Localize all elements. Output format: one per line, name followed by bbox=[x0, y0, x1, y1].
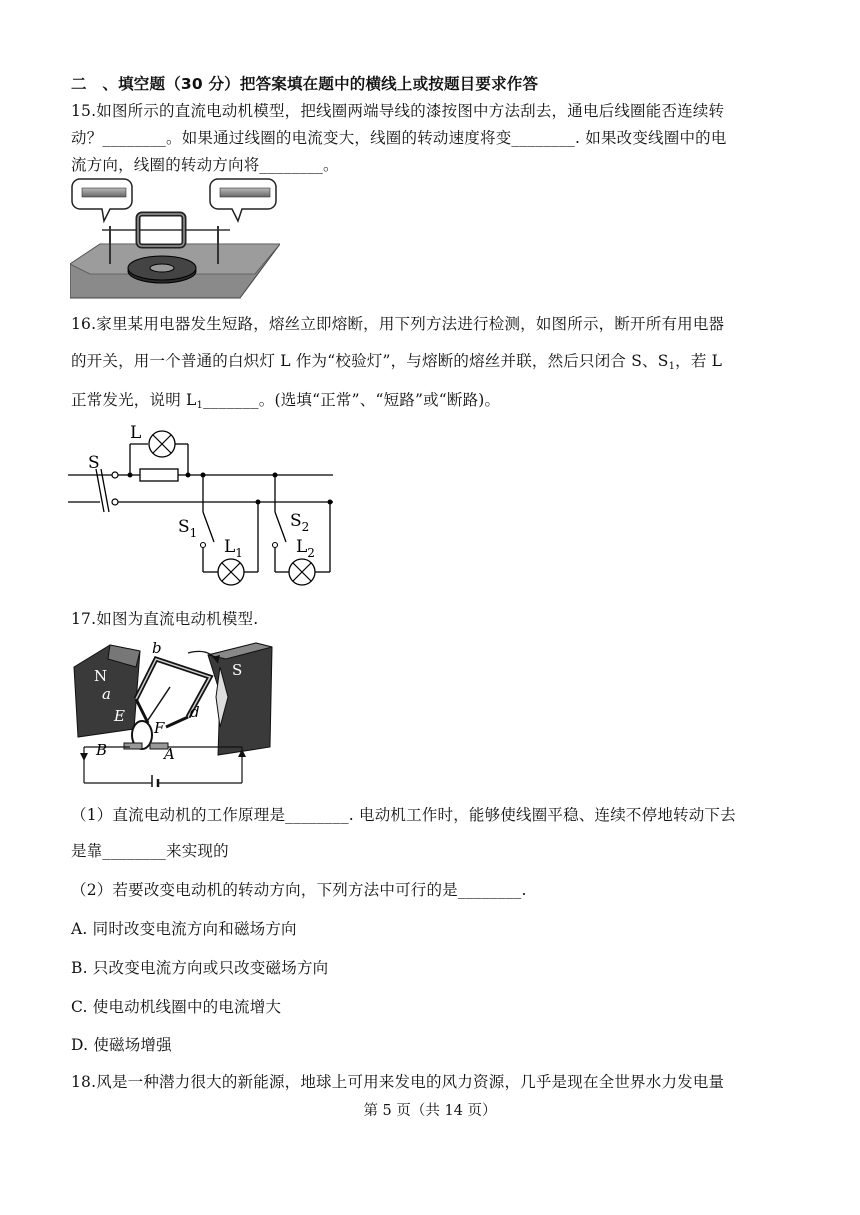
label-B: B bbox=[96, 741, 108, 759]
label-F: F bbox=[154, 719, 165, 737]
q16-line2-tail: ，若 L bbox=[675, 352, 723, 370]
label-S: S bbox=[88, 453, 100, 473]
q16-line2-sub: 1 bbox=[668, 361, 676, 372]
label-d: d bbox=[190, 703, 200, 721]
label-S1: $S_1$ bbox=[178, 517, 198, 540]
q17-part1-line1: （1）直流电动机的工作原理是________. 电动机工作时，能够使线圈平稳、连续不停地转动下去 bbox=[71, 806, 736, 824]
q16-line1: 16.家里某用电器发生短路，熔丝立即熔断，用下列方法进行检测，如图所示，断开所有用电器 bbox=[71, 315, 725, 333]
label-N: N bbox=[94, 667, 108, 685]
q17-motor-figure bbox=[70, 637, 275, 787]
q17-title: 17.如图为直流电动机模型. bbox=[71, 610, 259, 628]
q18-line1: 18.风是一种潜力很大的新能源，地球上可用来发电的风力资源，几乎是现在全世界水力发电量 bbox=[71, 1073, 725, 1091]
q17-part1-line2: 是靠________来实现的 bbox=[71, 842, 229, 860]
section-title: 二 、填空题（30 分）把答案填在题中的横线上或按题目要求作答 bbox=[71, 75, 539, 93]
label-E: E bbox=[114, 707, 125, 725]
label-b: b bbox=[152, 639, 162, 657]
label-A: A bbox=[164, 745, 175, 763]
q16-line3 bbox=[71, 388, 500, 411]
label-L: L bbox=[130, 424, 142, 443]
label-L1: $L_1$ bbox=[224, 537, 243, 560]
q15-line1: 15.如图所示的直流电动机模型，把线圈两端导线的漆按图中方法刮去，通电后线圈能否连续转 bbox=[71, 102, 725, 120]
q17-option-b: B. 只改变电流方向或只改变磁场方向 bbox=[71, 959, 329, 977]
q16-line3-sub: 1 bbox=[196, 400, 204, 411]
q15-line2: 动？________。如果通过线圈的电流变大，线圈的转动速度将变________. 如果改变线圈中的电 bbox=[71, 129, 727, 147]
label-S: S bbox=[232, 661, 243, 679]
q15-line3: 流方向，线圈的转动方向将________。 bbox=[71, 156, 339, 174]
label-a: a bbox=[102, 685, 111, 703]
q16-line3-text: 正常发光，说明 L bbox=[71, 391, 197, 409]
q16-circuit-figure bbox=[68, 424, 338, 590]
q15-motor-figure bbox=[70, 176, 280, 300]
q16-line2-text: 的开关，用一个普通的白炽灯 L 作为“校验灯”，与熔断的熔丝并联，然后只闭合 S、S bbox=[71, 352, 669, 370]
page-footer: 第 5 页（共 14 页） bbox=[363, 1103, 497, 1119]
q16-line3-tail: _______。(选填“正常”、“短路”或“断路)。 bbox=[203, 391, 501, 409]
q17-part2: （2）若要改变电动机的转动方向，下列方法中可行的是________. bbox=[71, 881, 527, 899]
label-S2: $S_2$ bbox=[290, 511, 310, 534]
label-L2: $L_2$ bbox=[296, 537, 315, 560]
q17-option-a: A. 同时改变电流方向和磁场方向 bbox=[71, 920, 297, 938]
q17-option-c: C. 使电动机线圈中的电流增大 bbox=[71, 998, 282, 1016]
q16-line2 bbox=[71, 349, 722, 372]
q17-option-d: D. 使磁场增强 bbox=[71, 1036, 172, 1054]
